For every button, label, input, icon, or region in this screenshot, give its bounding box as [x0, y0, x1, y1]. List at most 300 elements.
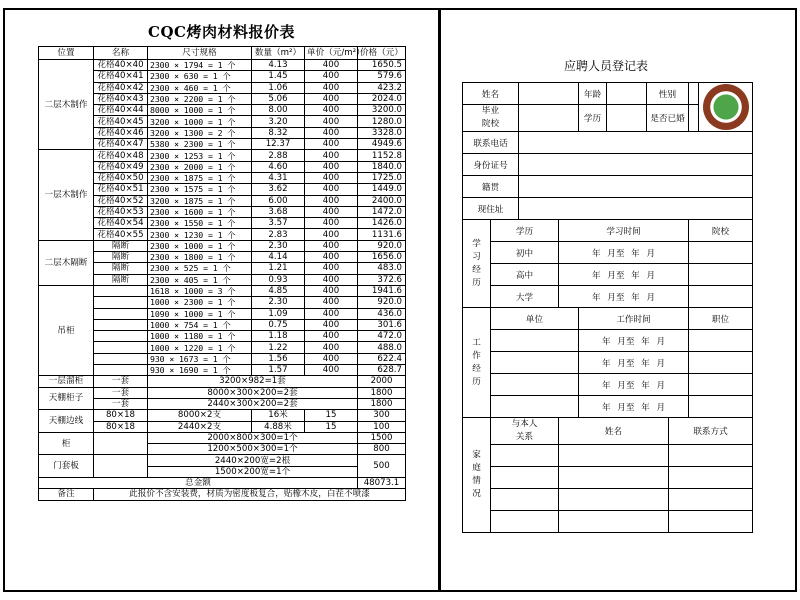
row-name: 花格40×55 [94, 229, 148, 240]
row-unit-price: 400 [305, 252, 358, 263]
row-unit-price: 400 [305, 71, 358, 82]
input-grad-school[interactable] [519, 105, 579, 132]
extra-name-empty [94, 455, 148, 478]
row-price: 628.7 [358, 365, 406, 376]
row-quantity: 8.00 [252, 105, 305, 116]
row-price: 1840.0 [358, 161, 406, 172]
input-gender[interactable] [689, 83, 699, 105]
row-quantity: 4.60 [252, 161, 305, 172]
extra-size: 2440×2支 [148, 421, 252, 432]
input-education[interactable] [607, 105, 647, 132]
label-education: 学历 [579, 105, 607, 132]
row-unit-price: 400 [305, 93, 358, 104]
study-header-time: 学习时间 [559, 220, 689, 242]
family-contact[interactable] [669, 445, 753, 467]
row-size: 2300 × 1800 = 1 个 [148, 252, 252, 263]
quote-title: CQC烤肉材料报价表 [148, 23, 295, 41]
label-address: 现住址 [463, 198, 519, 220]
row-unit-price: 400 [305, 116, 358, 127]
table-row [39, 229, 406, 240]
row-quantity: 6.00 [252, 195, 305, 206]
row-unit-price: 400 [305, 206, 358, 217]
row-quantity: 4.13 [252, 60, 305, 71]
row-name: 花格40×50 [94, 172, 148, 183]
row-price: 1725.0 [358, 172, 406, 183]
table-row [39, 297, 406, 308]
extra-price: 500 [358, 455, 406, 478]
work-company[interactable] [491, 396, 579, 418]
study-time[interactable]: 年 月至 年 月 [559, 286, 689, 308]
table-row [39, 331, 406, 342]
row-price: 1280.0 [358, 116, 406, 127]
family-section-label [463, 418, 491, 533]
row-name [94, 342, 148, 353]
table-row [39, 206, 406, 217]
table-row [39, 398, 406, 409]
table-row [39, 127, 406, 138]
row-name: 花格40×51 [94, 184, 148, 195]
row-quantity: 5.06 [252, 93, 305, 104]
family-vertical-text: 家 庭 情 况 [472, 450, 481, 499]
label-native: 籍贯 [463, 176, 519, 198]
note-row [39, 489, 406, 500]
photo-cell [699, 83, 753, 132]
extra-price: 800 [358, 444, 406, 455]
family-name[interactable] [559, 489, 669, 511]
row-price: 3328.0 [358, 127, 406, 138]
row-size: 5380 × 2300 = 1 个 [148, 139, 252, 150]
extra-name: 一套 [94, 387, 148, 398]
row-price: 483.0 [358, 263, 406, 274]
row-name: 花格40×44 [94, 105, 148, 116]
label-id: 身份证号 [463, 154, 519, 176]
table-row [39, 342, 406, 353]
row-name [94, 285, 148, 296]
work-header-company: 单位 [491, 308, 579, 330]
row-name [94, 297, 148, 308]
input-age[interactable] [607, 83, 647, 105]
row-unit-price: 400 [305, 161, 358, 172]
table-row [39, 319, 406, 330]
extra-position: 门套板 [39, 455, 94, 478]
extra-price: 100 [358, 421, 406, 432]
row-size: 2300 × 460 = 1 个 [148, 82, 252, 93]
row-unit-price: 400 [305, 353, 358, 364]
row-size: 2300 × 2200 = 1 个 [148, 93, 252, 104]
row-size: 1000 × 754 = 1 个 [148, 319, 252, 330]
study-header-school: 院校 [689, 220, 753, 242]
extra-price: 1800 [358, 398, 406, 409]
row-unit-price: 400 [305, 105, 358, 116]
extra-size: 8000×300×200=2套 [148, 387, 358, 398]
row-price: 1131.6 [358, 229, 406, 240]
input-name[interactable] [519, 83, 579, 105]
header-position: 位置 [39, 47, 94, 60]
family-relation[interactable] [491, 467, 559, 489]
family-relation[interactable] [491, 445, 559, 467]
table-row [39, 150, 406, 161]
family-relation[interactable] [491, 511, 559, 533]
row-position: 二层木隔断 [39, 240, 94, 285]
extra-position: 一层溜柜 [39, 376, 94, 387]
row-unit-price: 400 [305, 365, 358, 376]
emblem-logo [703, 84, 749, 130]
row-unit-price: 400 [305, 139, 358, 150]
row-quantity: 2.83 [252, 229, 305, 240]
header-price: 价格（元） [358, 47, 406, 60]
work-vertical-text: 工 作 经 历 [472, 337, 481, 387]
row-price: 372.6 [358, 274, 406, 285]
row-unit-price: 400 [305, 285, 358, 296]
row-size: 1000 × 2300 = 1 个 [148, 297, 252, 308]
row-name: 隔断 [94, 274, 148, 285]
row-size: 3200 × 1000 = 1 个 [148, 116, 252, 127]
row-price: 436.0 [358, 308, 406, 319]
extra-unit-price: 15 [305, 410, 358, 421]
page-divider [438, 8, 441, 592]
row-size: 8000 × 1000 = 1 个 [148, 105, 252, 116]
row-quantity: 4.14 [252, 252, 305, 263]
study-school[interactable] [689, 286, 753, 308]
row-unit-price: 400 [305, 331, 358, 342]
row-unit-price: 400 [305, 274, 358, 285]
table-row [39, 172, 406, 183]
row-price: 488.0 [358, 342, 406, 353]
work-position[interactable] [689, 330, 753, 352]
row-position: 二层木制作 [39, 60, 94, 150]
family-relation[interactable] [491, 489, 559, 511]
study-header-edu: 学历 [491, 220, 559, 242]
table-row [39, 308, 406, 319]
row-name: 花格40×40 [94, 60, 148, 71]
row-name: 花格40×42 [94, 82, 148, 93]
row-quantity: 3.20 [252, 116, 305, 127]
extra-unit-price: 15 [305, 421, 358, 432]
note-text: 此报价不含安装费，材质为密度板复合，贴橡木皮，白茬不喷漆 [94, 489, 406, 500]
row-size: 2300 × 1230 = 1 个 [148, 229, 252, 240]
study-level: 初中 [491, 242, 559, 264]
registration-title: 应聘人员登记表 [563, 59, 648, 73]
study-time[interactable]: 年 月至 年 月 [559, 242, 689, 264]
table-row [39, 252, 406, 263]
table-row [39, 71, 406, 82]
extra-size: 2440×200宽=2根 [148, 455, 358, 466]
row-size: 1000 × 1220 = 1 个 [148, 342, 252, 353]
family-header-name: 姓名 [559, 418, 669, 445]
row-quantity: 3.57 [252, 218, 305, 229]
work-time[interactable]: 年 月至 年 月 [579, 330, 689, 352]
header-quantity: 数量（m²） [252, 47, 305, 60]
row-price: 3200.0 [358, 105, 406, 116]
row-name [94, 365, 148, 376]
work-time[interactable]: 年 月至 年 月 [579, 352, 689, 374]
extra-position: 天棚边线 [39, 410, 94, 433]
row-size: 2300 × 630 = 1 个 [148, 71, 252, 82]
row-unit-price: 400 [305, 297, 358, 308]
input-id[interactable] [519, 154, 753, 176]
row-quantity: 1.21 [252, 263, 305, 274]
table-row [39, 195, 406, 206]
header-size: 尺寸规格 [148, 47, 252, 60]
row-unit-price: 400 [305, 60, 358, 71]
extra-quantity: 4.88米 [252, 421, 305, 432]
family-header-contact: 联系方式 [669, 418, 753, 445]
row-price: 920.0 [358, 240, 406, 251]
note-label: 备注 [39, 489, 94, 500]
row-quantity: 1.56 [252, 353, 305, 364]
extra-name: 80×18 [94, 410, 148, 421]
row-name: 花格40×53 [94, 206, 148, 217]
row-quantity: 1.57 [252, 365, 305, 376]
work-position[interactable] [689, 374, 753, 396]
row-unit-price: 400 [305, 218, 358, 229]
row-unit-price: 400 [305, 229, 358, 240]
work-section-label [463, 308, 491, 418]
row-price: 423.2 [358, 82, 406, 93]
row-price: 1656.0 [358, 252, 406, 263]
label-grad-school: 毕业 院校 [463, 105, 519, 132]
row-unit-price: 400 [305, 127, 358, 138]
row-unit-price: 400 [305, 195, 358, 206]
row-name: 花格40×54 [94, 218, 148, 229]
row-quantity: 3.68 [252, 206, 305, 217]
work-header-position: 职位 [689, 308, 753, 330]
study-time[interactable]: 年 月至 年 月 [559, 264, 689, 286]
row-quantity: 2.88 [252, 150, 305, 161]
family-name[interactable] [559, 511, 669, 533]
row-price: 1426.0 [358, 218, 406, 229]
row-size: 930 × 1690 = 1 个 [148, 365, 252, 376]
row-price: 920.0 [358, 297, 406, 308]
row-name: 花格40×49 [94, 161, 148, 172]
family-name[interactable] [559, 445, 669, 467]
work-company[interactable] [491, 374, 579, 396]
registration-table [462, 82, 753, 533]
extra-price: 1800 [358, 387, 406, 398]
extra-name-empty [94, 432, 148, 455]
quote-header-row [39, 47, 406, 60]
extra-size: 2440×300×200=2套 [148, 398, 358, 409]
row-size: 2300 × 1600 = 1 个 [148, 206, 252, 217]
work-time[interactable]: 年 月至 年 月 [579, 374, 689, 396]
row-size: 2300 × 1550 = 1 个 [148, 218, 252, 229]
row-size: 2300 × 405 = 1 个 [148, 274, 252, 285]
study-level: 高中 [491, 264, 559, 286]
table-row [39, 285, 406, 296]
row-name [94, 331, 148, 342]
extra-price: 300 [358, 410, 406, 421]
table-row [39, 240, 406, 251]
row-name: 花格40×46 [94, 127, 148, 138]
work-position[interactable] [689, 352, 753, 374]
row-quantity: 3.62 [252, 184, 305, 195]
row-quantity: 1.22 [252, 342, 305, 353]
work-time[interactable]: 年 月至 年 月 [579, 396, 689, 418]
row-unit-price: 400 [305, 308, 358, 319]
row-unit-price: 400 [305, 82, 358, 93]
row-size: 930 × 1673 = 1 个 [148, 353, 252, 364]
row-price: 1941.6 [358, 285, 406, 296]
table-row [39, 218, 406, 229]
table-row [39, 353, 406, 364]
row-position: 一层木制作 [39, 150, 94, 240]
row-size: 2300 × 1794 = 1 个 [148, 60, 252, 71]
row-size: 2300 × 1253 = 1 个 [148, 150, 252, 161]
row-name: 花格40×47 [94, 139, 148, 150]
row-size: 2300 × 1000 = 1 个 [148, 240, 252, 251]
row-name: 隔断 [94, 263, 148, 274]
table-row [39, 116, 406, 127]
study-school[interactable] [689, 264, 753, 286]
row-quantity: 1.06 [252, 82, 305, 93]
row-quantity: 0.93 [252, 274, 305, 285]
input-phone[interactable] [519, 132, 753, 154]
row-position: 吊柜 [39, 285, 94, 375]
table-row [39, 376, 406, 387]
study-vertical-text: 学 习 经 历 [472, 238, 481, 288]
row-name: 花格40×45 [94, 116, 148, 127]
total-row [39, 477, 406, 488]
study-section-label [463, 220, 491, 308]
family-header-relation: 与本人 关系 [491, 418, 559, 445]
row-unit-price: 400 [305, 319, 358, 330]
row-quantity: 12.37 [252, 139, 305, 150]
row-quantity: 8.32 [252, 127, 305, 138]
work-header-time: 工作时间 [579, 308, 689, 330]
input-native[interactable] [519, 176, 753, 198]
row-price: 301.6 [358, 319, 406, 330]
label-phone: 联系电话 [463, 132, 519, 154]
row-quantity: 1.09 [252, 308, 305, 319]
row-price: 4949.6 [358, 139, 406, 150]
row-name: 花格40×52 [94, 195, 148, 206]
table-row [39, 432, 406, 443]
row-price: 2400.0 [358, 195, 406, 206]
row-size: 1090 × 1000 = 1 个 [148, 308, 252, 319]
label-gender: 性别 [647, 83, 689, 105]
extra-position: 天棚柜子 [39, 387, 94, 410]
input-married[interactable] [689, 105, 699, 132]
quote-sheet [38, 18, 405, 501]
total-value: 48073.1 [358, 477, 406, 488]
table-row [39, 410, 406, 421]
row-unit-price: 400 [305, 184, 358, 195]
row-name: 花格40×41 [94, 71, 148, 82]
row-price: 622.4 [358, 353, 406, 364]
row-quantity: 1.45 [252, 71, 305, 82]
extra-size: 1500×200宽=1个 [148, 466, 358, 477]
row-price: 1449.0 [358, 184, 406, 195]
table-row [39, 184, 406, 195]
family-contact[interactable] [669, 489, 753, 511]
extra-position: 柜 [39, 432, 94, 455]
table-row [39, 274, 406, 285]
row-size: 2300 × 1875 = 1 个 [148, 172, 252, 183]
extra-quantity: 16米 [252, 410, 305, 421]
row-price: 1472.0 [358, 206, 406, 217]
table-row [39, 82, 406, 93]
input-address[interactable] [519, 198, 753, 220]
extra-price: 2000 [358, 376, 406, 387]
work-position[interactable] [689, 396, 753, 418]
table-row [39, 387, 406, 398]
row-name [94, 353, 148, 364]
row-size: 2300 × 2000 = 1 个 [148, 161, 252, 172]
extra-size: 2000×800×300=1个 [148, 432, 358, 443]
row-size: 2300 × 525 = 1 个 [148, 263, 252, 274]
table-row [39, 421, 406, 432]
table-row [39, 455, 406, 466]
row-price: 472.0 [358, 331, 406, 342]
family-name[interactable] [559, 467, 669, 489]
row-unit-price: 400 [305, 240, 358, 251]
row-name [94, 308, 148, 319]
row-size: 1000 × 1180 = 1 个 [148, 331, 252, 342]
family-contact[interactable] [669, 511, 753, 533]
extra-price: 1500 [358, 432, 406, 443]
study-level: 大学 [491, 286, 559, 308]
table-row [39, 139, 406, 150]
label-married: 是否已婚 [647, 105, 689, 132]
row-price: 2024.0 [358, 93, 406, 104]
table-row [39, 105, 406, 116]
row-quantity: 2.30 [252, 240, 305, 251]
header-unit-price: 单价（元/m²） [305, 47, 358, 60]
row-unit-price: 400 [305, 172, 358, 183]
extra-size: 8000×2支 [148, 410, 252, 421]
row-name: 隔断 [94, 240, 148, 251]
row-unit-price: 400 [305, 150, 358, 161]
extra-name: 一套 [94, 376, 148, 387]
table-row [39, 60, 406, 71]
row-price: 1650.5 [358, 60, 406, 71]
row-quantity: 0.75 [252, 319, 305, 330]
quote-table [38, 46, 406, 501]
table-row [39, 93, 406, 104]
row-size: 2300 × 1575 = 1 个 [148, 184, 252, 195]
work-company[interactable] [491, 352, 579, 374]
row-name: 花格40×43 [94, 93, 148, 104]
label-name: 姓名 [463, 83, 519, 105]
table-row [39, 161, 406, 172]
row-quantity: 4.31 [252, 172, 305, 183]
work-company[interactable] [491, 330, 579, 352]
row-quantity: 4.85 [252, 285, 305, 296]
table-row [39, 365, 406, 376]
row-name: 隔断 [94, 252, 148, 263]
header-name: 名称 [94, 47, 148, 60]
study-school[interactable] [689, 242, 753, 264]
row-name: 花格40×48 [94, 150, 148, 161]
extra-size: 3200×982=1套 [148, 376, 358, 387]
registration-form [462, 50, 750, 533]
row-size: 3200 × 1875 = 1 个 [148, 195, 252, 206]
row-size: 1618 × 1000 = 3 个 [148, 285, 252, 296]
row-unit-price: 400 [305, 342, 358, 353]
total-label: 总金额 [39, 477, 358, 488]
row-unit-price: 400 [305, 263, 358, 274]
row-price: 1152.8 [358, 150, 406, 161]
extra-name: 一套 [94, 398, 148, 409]
family-contact[interactable] [669, 467, 753, 489]
extra-name: 80×18 [94, 421, 148, 432]
row-price: 579.6 [358, 71, 406, 82]
label-age: 年龄 [579, 83, 607, 105]
row-quantity: 2.30 [252, 297, 305, 308]
row-size: 3200 × 1300 = 2 个 [148, 127, 252, 138]
row-quantity: 1.18 [252, 331, 305, 342]
row-name [94, 319, 148, 330]
